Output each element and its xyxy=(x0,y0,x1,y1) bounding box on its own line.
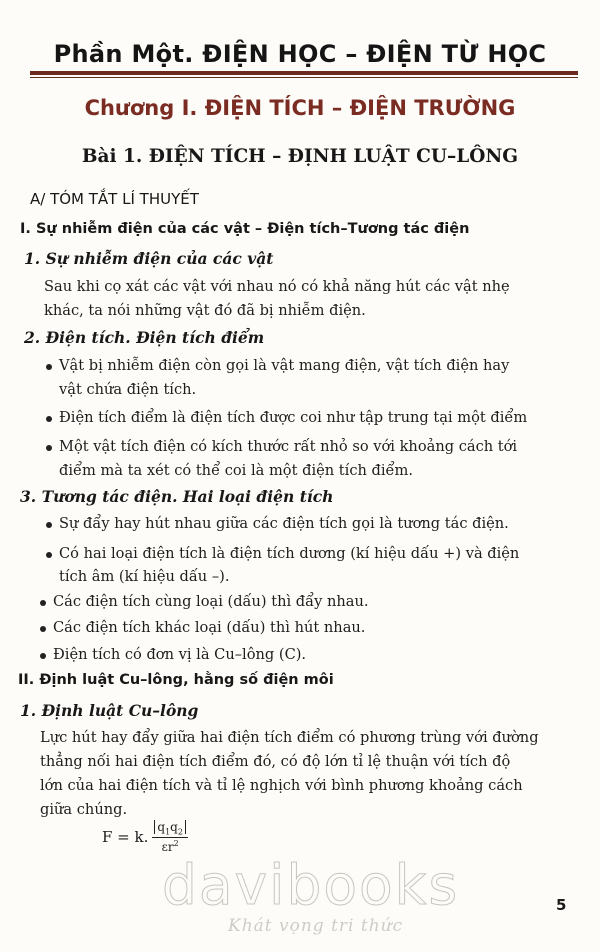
section-1-heading: I. Sự nhiễm điện của các vật – Điện tích–Tương tác điện xyxy=(20,221,470,237)
paragraph-line: thẳng nối hai điện tích điểm đó, có độ lớn tỉ lệ thuận với tích độ xyxy=(40,753,511,770)
part-title: Phần Một. ĐIỆN HỌC – ĐIỆN TỪ HỌC xyxy=(53,40,547,68)
coulomb-formula xyxy=(102,820,188,854)
bullet-icon xyxy=(46,552,52,558)
bullet-text: Vật bị nhiễm điện còn gọi là vật mang điện, vật tích điện hay xyxy=(59,357,510,374)
bullet-text: Các điện tích cùng loại (dấu) thì đẩy nhau. xyxy=(53,593,369,610)
chapter-title: Chương I. ĐIỆN TÍCH – ĐIỆN TRƯỜNG xyxy=(84,96,516,120)
bullet-text: Điện tích điểm là điện tích được coi như tập trung tại một điểm xyxy=(59,409,528,426)
bullet-text: tích âm (kí hiệu dấu –). xyxy=(59,568,230,585)
section-a-heading: A/ TÓM TẮT LÍ THUYẾT xyxy=(30,190,199,208)
formula-numerator: $q_1q_2$ xyxy=(152,820,188,838)
bullet-text: Điện tích có đơn vị là Cu–lông (C). xyxy=(53,646,307,663)
bullet-icon xyxy=(40,653,46,659)
formula-lhs: F = k. xyxy=(102,828,149,847)
subsection-1-1-heading: 1. Sự nhiễm điện của các vật xyxy=(24,249,274,268)
paragraph-line: Sau khi cọ xát các vật với nhau nó có khả năng hút các vật nhẹ xyxy=(44,278,510,295)
paragraph-line: giữa chúng. xyxy=(40,801,128,818)
formula-denominator: $\varepsilon r^2$ xyxy=(161,839,179,855)
page-number: 5 xyxy=(556,896,567,914)
bullet-text: Sự đẩy hay hút nhau giữa các điện tích gọi là tương tác điện. xyxy=(59,515,509,532)
part-title-rule xyxy=(30,71,578,75)
paragraph-line: lớn của hai điện tích và tỉ lệ nghịch với bình phương khoảng cách xyxy=(40,777,523,794)
paragraph-line: Lực hút hay đẩy giữa hai điện tích điểm có phương trùng với đường xyxy=(40,729,539,746)
bullet-text: Các điện tích khác loại (dấu) thì hút nhau. xyxy=(53,619,366,636)
part-title-rule-thin xyxy=(30,77,578,78)
bullet-icon xyxy=(46,445,52,451)
subsection-1-3-heading: 3. Tương tác điện. Hai loại điện tích xyxy=(20,487,334,506)
bullet-icon xyxy=(40,600,46,606)
bullet-text: Một vật tích điện có kích thước rất nhỏ so với khoảng cách tới xyxy=(59,438,518,455)
bullet-icon xyxy=(46,416,52,422)
subsection-2-1-heading: 1. Định luật Cu–lông xyxy=(20,701,199,720)
section-2-heading: II. Định luật Cu–lông, hằng số điện môi xyxy=(18,672,334,688)
bullet-text: Có hai loại điện tích là điện tích dương (kí hiệu dấu +) và điện xyxy=(59,545,520,562)
bullet-icon xyxy=(40,626,46,632)
paragraph-line: khác, ta nói những vật đó đã bị nhiễm điện. xyxy=(44,302,366,319)
lesson-title: Bài 1. ĐIỆN TÍCH – ĐỊNH LUẬT CU–LÔNG xyxy=(81,146,519,167)
formula-fraction xyxy=(152,820,188,854)
subsection-1-2-heading: 2. Điện tích. Điện tích điểm xyxy=(24,328,265,347)
bullet-text: vật chứa điện tích. xyxy=(59,381,197,398)
publisher-watermark: davibooks xyxy=(162,853,460,917)
bullet-text: điểm mà ta xét có thể coi là một điện tích điểm. xyxy=(59,462,413,479)
publisher-watermark-tagline: Khát vọng tri thức xyxy=(228,916,404,936)
bullet-icon xyxy=(46,364,52,370)
bullet-icon xyxy=(46,522,52,528)
